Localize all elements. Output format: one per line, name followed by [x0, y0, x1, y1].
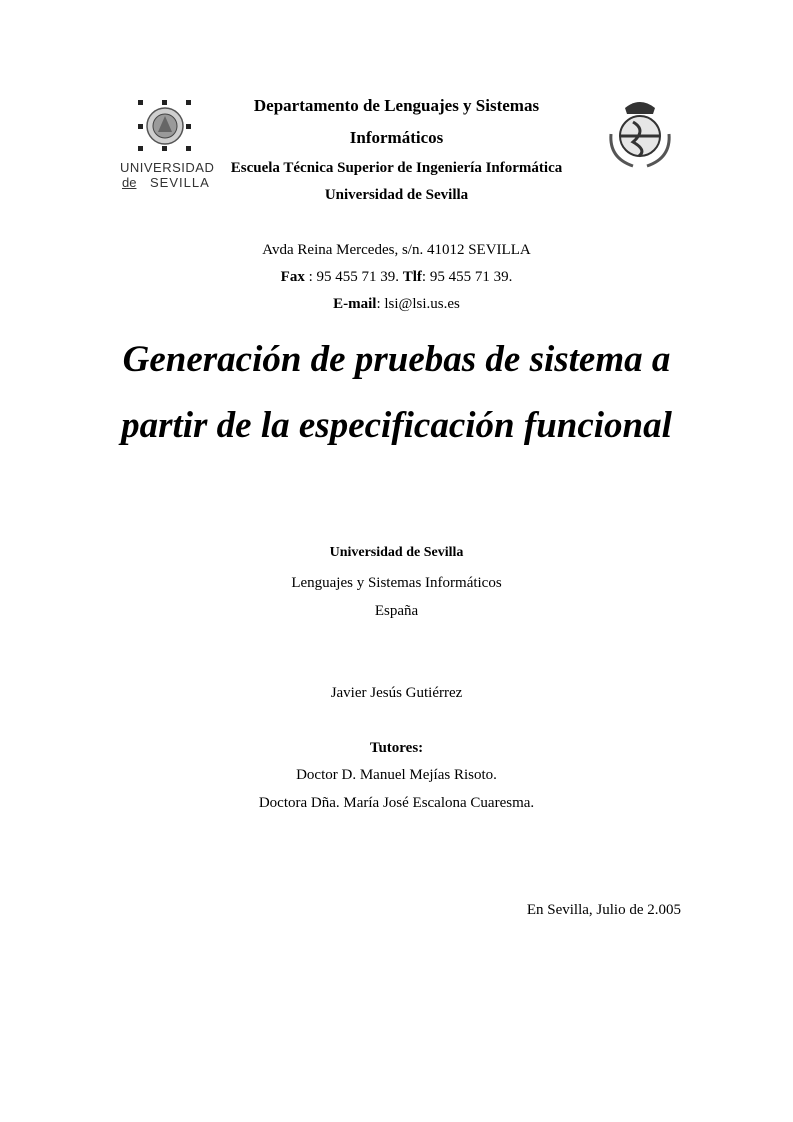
place-date: En Sevilla, Julio de 2.005 [526, 902, 681, 918]
tutor-2: Doctora Dña. María José Escalona Cuaresma. [258, 795, 535, 811]
department-line2: Informáticos [349, 128, 444, 147]
email-label: E-mail [333, 296, 377, 312]
affiliation-university: Universidad de Sevilla [329, 545, 464, 560]
email-value: : lsi@lsi.us.es [376, 296, 460, 312]
document-title-line2: partir de la especificación funcional [121, 405, 672, 446]
logo-sevilla-word: SEVILLA [150, 175, 210, 190]
tutor-1: Doctor D. Manuel Mejías Risoto. [296, 767, 497, 783]
affiliation-country: España [374, 603, 419, 619]
document-title-line1: Generación de pruebas de sistema a [122, 339, 671, 380]
author-name: Javier Jesús Gutiérrez [330, 685, 463, 701]
header-university: Universidad de Sevilla [324, 187, 469, 203]
tlf-label: Tlf [402, 269, 422, 285]
contact-phone-line [0, 269, 793, 286]
fax-value: : 95 455 71 39. [304, 269, 403, 285]
contact-email-line [0, 296, 793, 313]
tutors-heading: Tutores: [369, 740, 424, 756]
fax-label: Fax [280, 269, 305, 285]
logo-university-word: UNIVERSIDAD [120, 160, 215, 175]
affiliation-department: Lenguajes y Sistemas Informáticos [291, 575, 502, 591]
logo-de-word: de [122, 175, 137, 190]
contact-address: Avda Reina Mercedes, s/n. 41012 SEVILLA [262, 242, 531, 258]
department-line1: Departamento de Lenguajes y Sistemas [253, 96, 540, 115]
tlf-value: : 95 455 71 39. [421, 269, 513, 285]
school-name: Escuela Técnica Superior de Ingeniería Informática [230, 160, 563, 176]
